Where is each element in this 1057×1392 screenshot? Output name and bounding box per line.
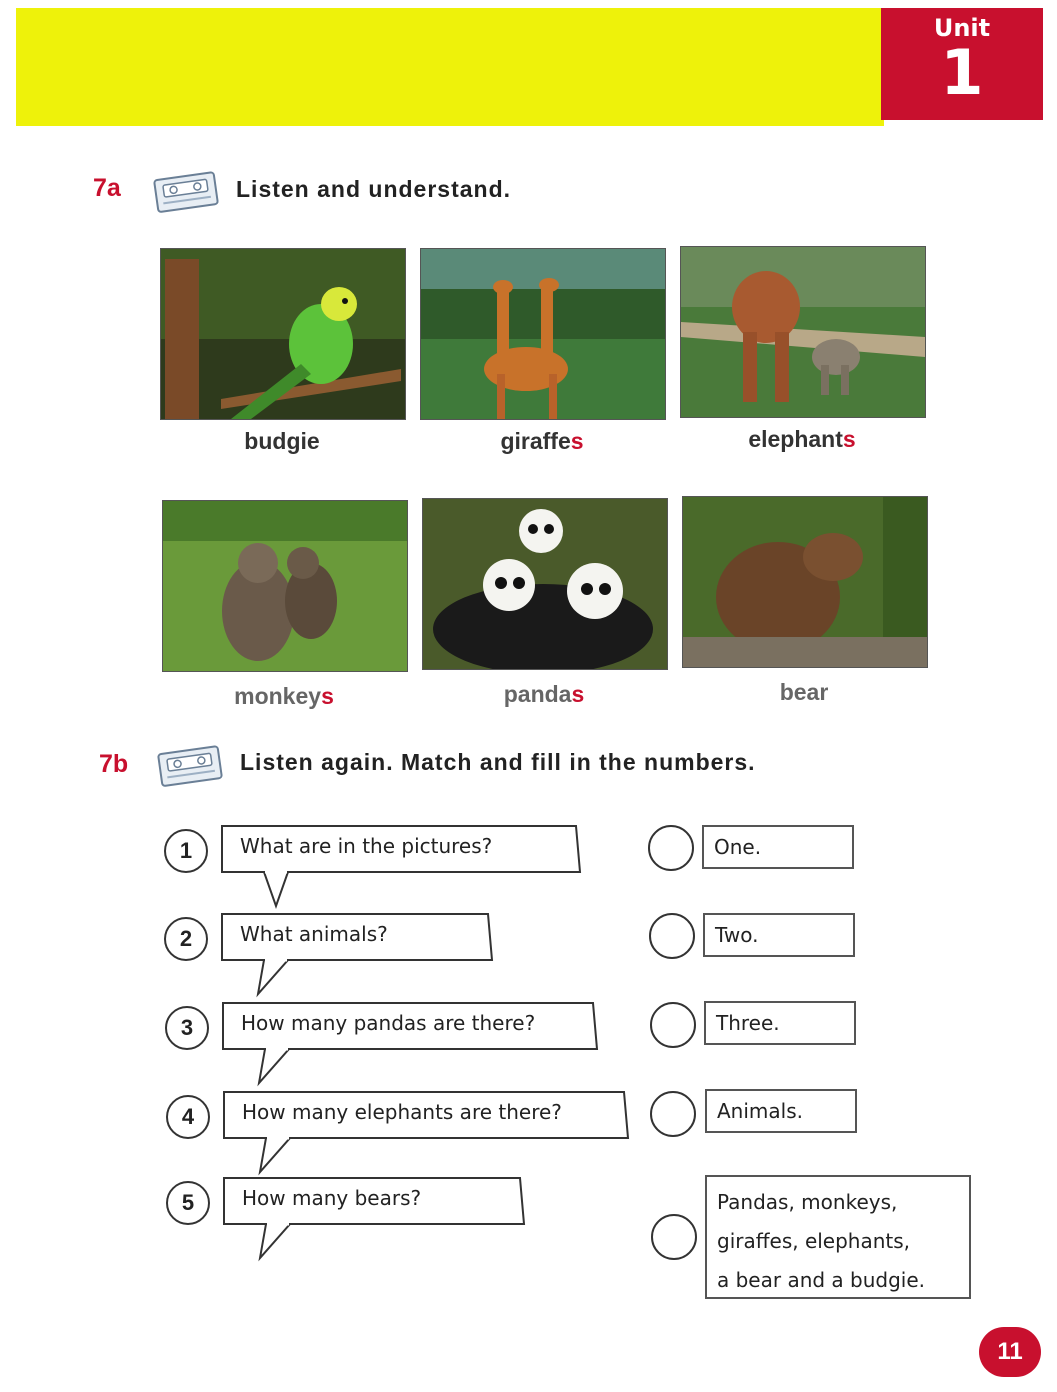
- exercise-7b-number: 7b: [99, 750, 129, 778]
- question-bubble: [219, 999, 599, 1049]
- caption-giraffes: giraffes: [500, 428, 584, 454]
- caption-monkeys: monkeys: [234, 683, 334, 709]
- caption-bear: bear: [779, 679, 829, 705]
- question-bubble: [218, 910, 494, 960]
- exercise-7a-number: 7a: [93, 174, 121, 202]
- question-text: What animals?: [240, 922, 388, 946]
- answer-number-input[interactable]: [651, 1214, 697, 1260]
- answer-number-input[interactable]: [648, 825, 694, 871]
- question-text: What are in the pictures?: [240, 834, 493, 858]
- unit-badge: [881, 8, 1043, 120]
- unit-label: Unit: [933, 14, 991, 42]
- question-bubble: [220, 1088, 630, 1138]
- answer-line: a bear and a budgie.: [717, 1268, 926, 1292]
- answer-box: One.: [702, 825, 854, 869]
- answer-box: Three.: [704, 1001, 856, 1045]
- bear-photo: [682, 496, 928, 668]
- answer-box: Two.: [703, 913, 855, 957]
- budgie-photo: [160, 248, 406, 420]
- monkeys-photo: [162, 500, 408, 672]
- answer-line: giraffes, elephants,: [717, 1229, 911, 1253]
- answer-box: Animals.: [705, 1089, 857, 1133]
- question-text: How many elephants are there?: [242, 1100, 562, 1124]
- page-number: 11: [979, 1327, 1041, 1377]
- answer-box: [705, 1175, 971, 1299]
- question-number: 5: [166, 1181, 210, 1225]
- cassette-tape-icon[interactable]: [152, 168, 216, 208]
- answer-number-input[interactable]: [650, 1002, 696, 1048]
- caption-budgie: budgie: [244, 428, 320, 454]
- answer-number-input[interactable]: [649, 913, 695, 959]
- caption-elephants: elephants: [748, 426, 856, 452]
- question-bubble: [218, 822, 582, 872]
- caption-pandas: pandas: [503, 681, 585, 707]
- exercise-7a-instruction: Listen and understand.: [236, 176, 512, 202]
- answer-number-input[interactable]: [650, 1091, 696, 1137]
- question-bubble: [220, 1174, 526, 1224]
- question-number: 3: [165, 1006, 209, 1050]
- question-number: 1: [164, 829, 208, 873]
- elephants-photo: [680, 246, 926, 418]
- exercise-7b-instruction: Listen again. Match and fill in the numbers.: [240, 749, 756, 775]
- unit-number: 1: [940, 36, 984, 109]
- giraffes-photo: [420, 248, 666, 420]
- question-number: 2: [164, 917, 208, 961]
- pandas-photo: [422, 498, 668, 670]
- question-text: How many pandas are there?: [241, 1011, 536, 1035]
- question-number: 4: [166, 1095, 210, 1139]
- answer-line: Pandas, monkeys,: [717, 1190, 898, 1214]
- cassette-tape-icon[interactable]: [156, 742, 220, 782]
- question-text: How many bears?: [242, 1186, 422, 1210]
- header-banner: [16, 8, 884, 126]
